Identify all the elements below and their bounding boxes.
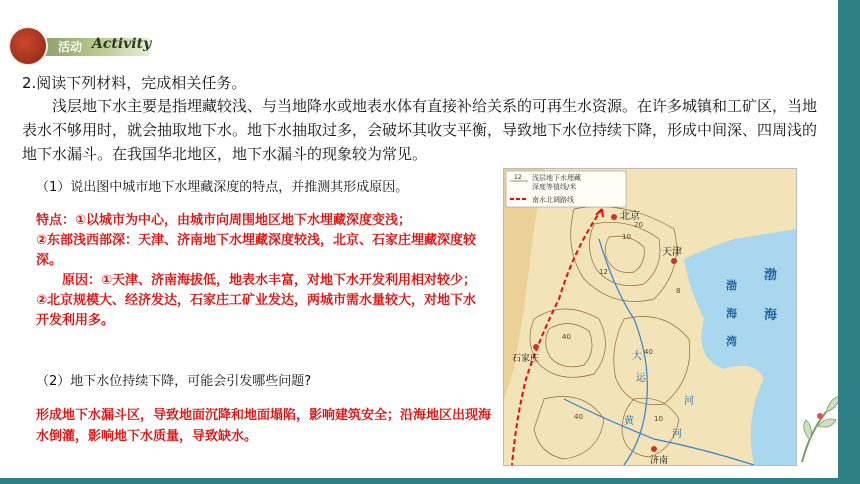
contour-value-8: 12 bbox=[599, 268, 608, 276]
answer-1-line-3: 原因：①天津、济南海拔低，地表水丰富，对地下水开发利用相对较少；②北京规模大、经济发达，石家庄工矿业发达，两城市需水量较大，对地下水开发利用多。 bbox=[36, 273, 477, 328]
sea-label-1: 渤 bbox=[726, 279, 737, 292]
legend-contour-value: 12 bbox=[514, 174, 522, 181]
river-label-2: 运 bbox=[636, 373, 646, 384]
answer-1-line-2: ②东部浅西部深：天津、济南地下水埋藏深度较浅，北京、石家庄埋藏深度较深。 bbox=[36, 233, 477, 268]
river-label-4: 黄 bbox=[624, 416, 634, 427]
sea-label-2: 海 bbox=[726, 307, 737, 320]
river-label-1: 大 bbox=[632, 351, 642, 362]
legend-route-label: 南水北调路线 bbox=[532, 196, 574, 204]
answer-1-line-1: 特点：①以城市为中心，由城市向周围地区地下水埋藏深度变浅； bbox=[36, 213, 412, 228]
banner-title-cn: 活动 bbox=[58, 40, 83, 54]
contour-value-4: 40 bbox=[644, 348, 653, 356]
banner-title-en: Activity bbox=[92, 36, 152, 52]
contour-value-5: 40 bbox=[574, 413, 583, 421]
city-label-shijiazhuang: 石家庄 bbox=[512, 354, 540, 364]
activity-banner bbox=[8, 26, 152, 62]
intro-title: 2.阅读下列材料，完成相关任务。 bbox=[22, 74, 247, 92]
city-marker-beijing bbox=[611, 214, 617, 220]
sea-label-5: 海 bbox=[764, 308, 778, 323]
city-marker-shijiazhuang bbox=[533, 344, 539, 350]
city-label-jinan: 济南 bbox=[650, 456, 669, 465]
question-1: （1）说出图中城市地下水埋藏深度的特点，并推测其形成原因。 bbox=[36, 180, 409, 195]
river-label-3: 河 bbox=[684, 396, 694, 407]
city-marker-jinan bbox=[651, 446, 657, 452]
slide-side-bar bbox=[838, 0, 860, 484]
answer-2: 形成地下水漏斗区，导致地面沉降和地面塌陷，影响建筑安全；沿海地区出现海水倒灌，影响地下水质量，导致缺水。 bbox=[36, 408, 492, 444]
groundwater-map bbox=[503, 168, 797, 466]
city-label-tianjin: 天津 bbox=[662, 247, 682, 258]
contour-value-3: 40 bbox=[562, 333, 571, 341]
contour-value-1: 10 bbox=[622, 233, 631, 241]
sea-label-3: 湾 bbox=[726, 335, 737, 348]
intro-paragraph: 浅层地下水主要是指埋藏较浅、与当地降水或地表水体有直接补给关系的可再生水资源。在许多城镇和工矿区，当地表水不够用时，就会抽取地下水。地下水抽取过多，会破坏其收支平衡，导致地下水位持续下降，形成中间深、四周浅的地下水漏斗。在我国华北地区，地下水漏斗的现象较为常见。 bbox=[22, 97, 818, 163]
contour-value-2: 20 bbox=[634, 221, 643, 229]
activity-logo-icon bbox=[8, 26, 48, 66]
question-2: （2）地下水位持续下降，可能会引发哪些问题? bbox=[36, 374, 312, 389]
answer-1 bbox=[36, 211, 476, 331]
legend-contour-label-1: 浅层地下水埋藏 bbox=[532, 174, 581, 182]
sea-label-4: 渤 bbox=[764, 268, 778, 283]
city-label-beijing: 北京 bbox=[620, 211, 640, 222]
decorative-plant-icon bbox=[796, 392, 844, 464]
contour-value-6: 10 bbox=[654, 415, 663, 423]
city-marker-tianjin bbox=[671, 258, 677, 264]
river-label-5: 河 bbox=[672, 429, 682, 440]
map-svg bbox=[504, 169, 796, 465]
legend-contour-label-2: 深度等值线/米 bbox=[532, 183, 577, 191]
contour-value-7: 8 bbox=[676, 287, 681, 295]
